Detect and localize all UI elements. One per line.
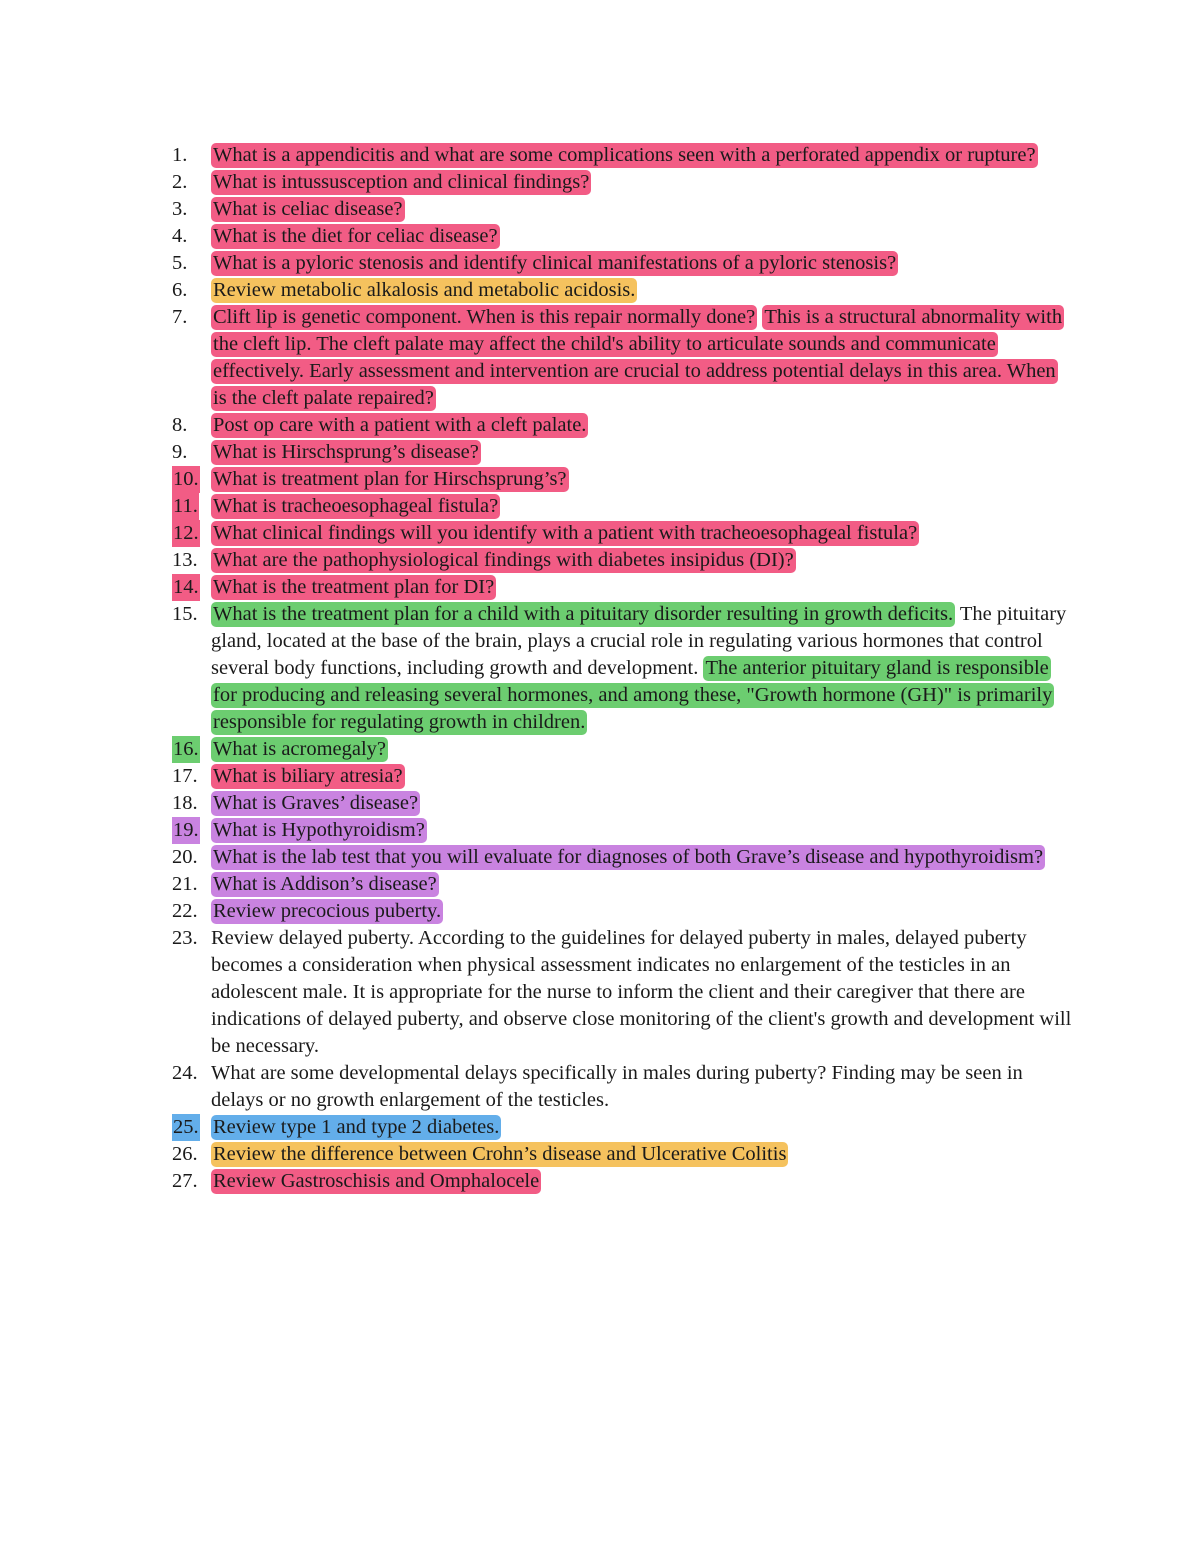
item-number: 2. — [172, 171, 188, 193]
list-item — [172, 1060, 1072, 1114]
plain-text: The pituitary gland, located at the base of the brain, plays a crucial role in regulating various hormones that control several body functions, including growth and development. — [211, 603, 1067, 679]
item-number: 3. — [172, 198, 188, 220]
highlighted-text: What is intussusception and clinical findings? — [213, 171, 590, 193]
item-number: 14. — [172, 574, 200, 601]
plain-text: Review delayed puberty. According to the guidelines for delayed puberty in males, delayed puberty becomes a consideration when physical assessment indicates no enlargement of the testicles in an adolescent male. It is appropriate for the nurse to inform the client and their caregiver that there are indications of delayed puberty, and observe close monitoring of the client's growth and development will be necessary. — [211, 927, 1072, 1057]
highlighted-text: What is the lab test that you will evaluate for diagnoses of both Grave’s disease and hypothyroidism? — [213, 846, 1044, 868]
highlighted-text: What is acromegaly? — [213, 738, 387, 760]
list-item — [172, 223, 1072, 250]
item-text — [211, 845, 1045, 870]
highlighted-text: What are the pathophysiological findings with diabetes insipidus (DI)? — [213, 549, 794, 571]
item-text — [211, 764, 405, 789]
item-text — [211, 818, 427, 843]
item-number: 13. — [172, 549, 198, 571]
highlighted-text: What is a pyloric stenosis and identify clinical manifestations of a pyloric stenosis? — [213, 252, 897, 274]
item-text — [211, 575, 496, 600]
list-item — [172, 1141, 1072, 1168]
item-text — [211, 413, 588, 438]
item-number: 17. — [172, 765, 198, 787]
item-number: 24. — [172, 1062, 198, 1084]
list-item — [172, 601, 1072, 736]
highlighted-text: What is treatment plan for Hirschsprung’s? — [213, 468, 567, 490]
item-number: 11. — [172, 493, 199, 520]
item-text — [211, 467, 569, 492]
item-text — [211, 548, 796, 573]
list-item — [172, 520, 1072, 547]
list-item — [172, 196, 1072, 223]
item-text — [211, 278, 637, 303]
item-text — [211, 251, 898, 276]
list-item — [172, 466, 1072, 493]
highlighted-text: What is Graves’ disease? — [213, 792, 419, 814]
list-item — [172, 250, 1072, 277]
list-item — [172, 169, 1072, 196]
highlighted-text: What is Hypothyroidism? — [213, 819, 425, 841]
highlighted-text: Review metabolic alkalosis and metabolic acidosis. — [213, 279, 636, 301]
list-item — [172, 790, 1072, 817]
list-item — [172, 763, 1072, 790]
item-number: 4. — [172, 225, 188, 247]
list-item — [172, 736, 1072, 763]
highlighted-text: What is a appendicitis and what are some complications seen with a perforated appendix or rupture? — [213, 144, 1036, 166]
item-number: 22. — [172, 900, 198, 922]
item-number: 5. — [172, 252, 188, 274]
item-text — [211, 1142, 788, 1167]
item-number: 21. — [172, 873, 198, 895]
highlighted-text: This is a structural abnormality with the cleft lip. The cleft palate may affect the child's ability to articulate sounds and communicate effectively. Early assessment and intervention are crucial to address potential delays in this area. When is the cleft palate repaired? — [213, 306, 1063, 409]
list-item — [172, 277, 1072, 304]
list-item — [172, 412, 1072, 439]
item-text — [211, 791, 420, 816]
highlighted-text: Clift lip is genetic component. When is this repair normally done? — [213, 306, 756, 328]
item-number: 23. — [172, 927, 198, 949]
highlighted-text: What is the treatment plan for DI? — [213, 576, 495, 598]
item-text — [211, 440, 481, 465]
item-text — [211, 521, 919, 546]
item-number: 15. — [172, 603, 198, 625]
list-item — [172, 304, 1072, 412]
highlighted-text: Post op care with a patient with a cleft palate. — [213, 414, 587, 436]
item-text — [211, 170, 591, 195]
list-item — [172, 493, 1072, 520]
item-number: 10. — [172, 466, 200, 493]
list-item — [172, 817, 1072, 844]
item-number: 1. — [172, 144, 188, 166]
list-item — [172, 1168, 1072, 1195]
item-text — [211, 602, 1066, 735]
item-number: 12. — [172, 520, 200, 547]
item-number: 8. — [172, 414, 188, 436]
item-number: 6. — [172, 279, 188, 301]
list-item — [172, 898, 1072, 925]
item-text — [211, 197, 405, 222]
highlighted-text: What clinical findings will you identify with a patient with tracheoesophageal fistula? — [213, 522, 918, 544]
list-item — [172, 844, 1072, 871]
item-text — [211, 927, 1071, 1057]
list-item — [172, 574, 1072, 601]
highlighted-text: What is the diet for celiac disease? — [213, 225, 498, 247]
item-number: 26. — [172, 1143, 198, 1165]
list-item — [172, 439, 1072, 466]
item-number: 7. — [172, 306, 188, 328]
item-text — [211, 737, 388, 762]
item-text — [211, 872, 439, 897]
list-item — [172, 1114, 1072, 1141]
list-item — [172, 142, 1072, 169]
highlighted-text: What is celiac disease? — [213, 198, 403, 220]
question-list — [172, 142, 1072, 1195]
highlighted-text: Review precocious puberty. — [213, 900, 442, 922]
item-number: 18. — [172, 792, 198, 814]
item-text — [211, 224, 500, 249]
item-number: 19. — [172, 817, 200, 844]
item-text — [211, 899, 443, 924]
highlighted-text: What is Hirschsprung’s disease? — [213, 441, 479, 463]
item-number: 20. — [172, 846, 198, 868]
item-text — [211, 305, 1064, 411]
item-text — [211, 143, 1038, 168]
list-item — [172, 925, 1072, 1060]
item-text — [211, 1062, 1023, 1111]
highlighted-text: What is biliary atresia? — [213, 765, 403, 787]
item-number: 25. — [172, 1114, 200, 1141]
item-number: 16. — [172, 736, 200, 763]
highlighted-text: What is the treatment plan for a child with a pituitary disorder resulting in growth deficits. — [213, 603, 954, 625]
list-item — [172, 871, 1072, 898]
item-text — [211, 1115, 501, 1140]
item-text — [211, 494, 500, 519]
highlighted-text: What is Addison’s disease? — [213, 873, 437, 895]
highlighted-text: The anterior pituitary gland is responsible for producing and releasing several hormones, and among these, "Growth hormone (GH)" is primarily responsible for regulating growth in children. — [213, 657, 1053, 733]
item-number: 9. — [172, 441, 188, 463]
list-item — [172, 547, 1072, 574]
highlighted-text: Review the difference between Crohn’s disease and Ulcerative Colitis — [213, 1143, 787, 1165]
highlighted-text: Review Gastroschisis and Omphalocele — [213, 1170, 540, 1192]
item-text — [211, 1169, 541, 1194]
item-number: 27. — [172, 1170, 198, 1192]
plain-text: What are some developmental delays specifically in males during puberty? Finding may be seen in delays or no growth enlargement of the testicles. — [211, 1062, 1023, 1111]
highlighted-text: What is tracheoesophageal fistula? — [213, 495, 499, 517]
highlighted-text: Review type 1 and type 2 diabetes. — [213, 1116, 500, 1138]
